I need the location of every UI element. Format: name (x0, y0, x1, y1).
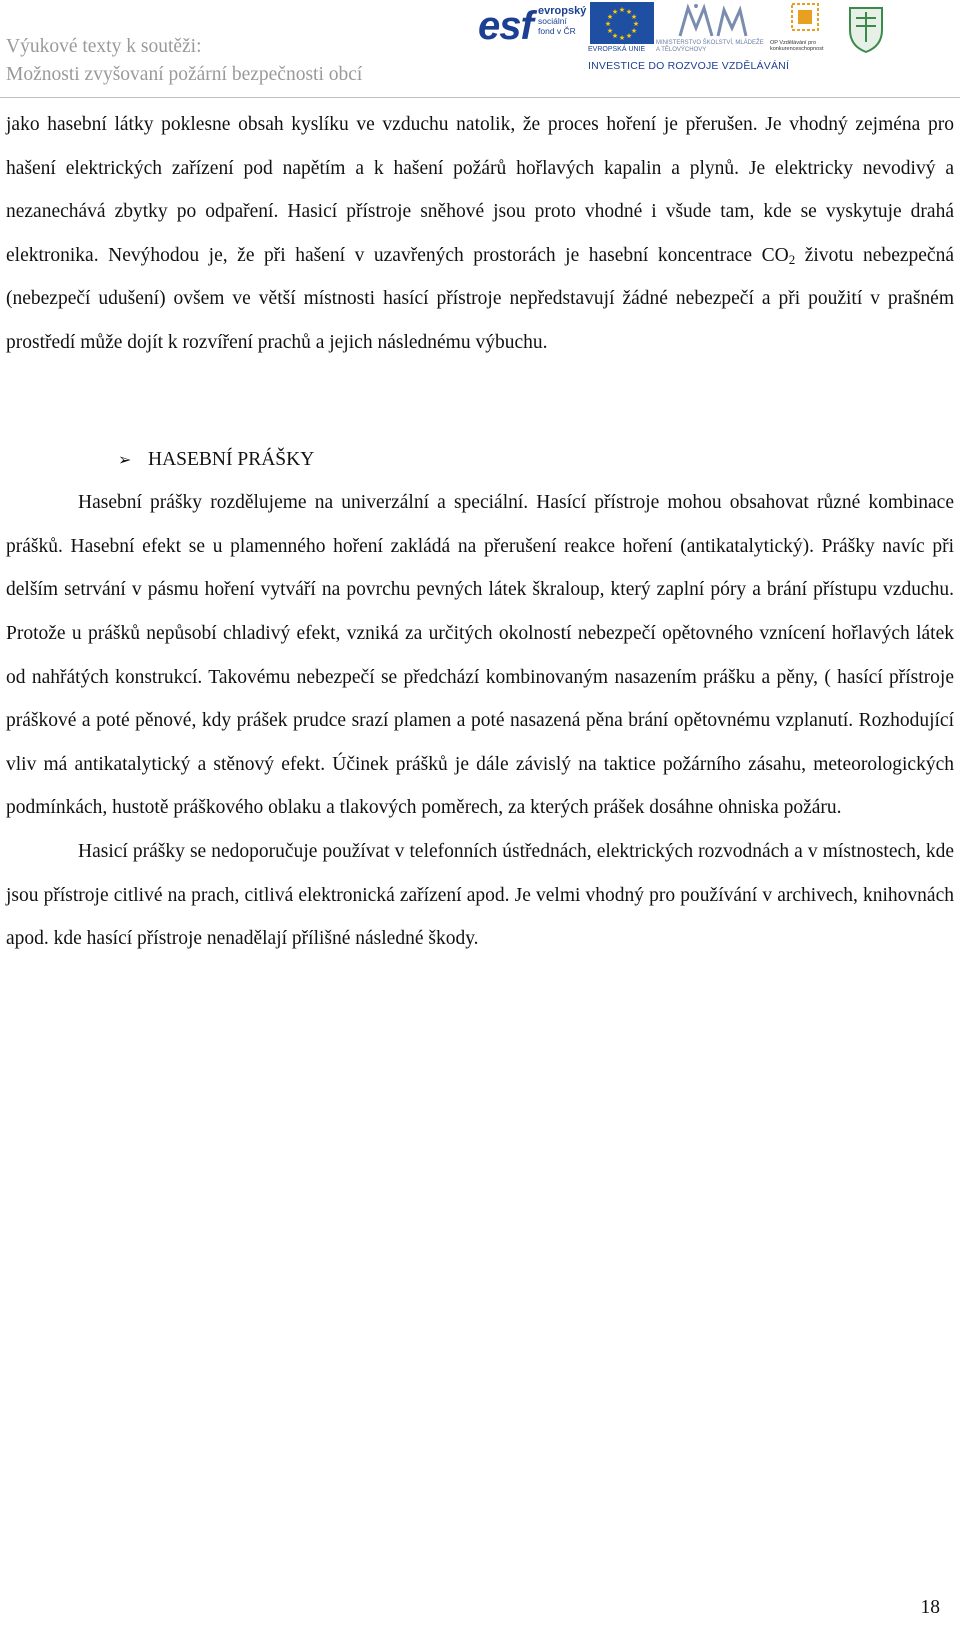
svg-text:★: ★ (606, 13, 614, 21)
svg-text:★: ★ (625, 8, 633, 16)
document-body (6, 103, 954, 961)
paragraph-co2 (6, 103, 954, 365)
paragraph-powders-usage: Hasicí prášky se nedoporučuje používat v telefonních ústřednách, elektrických rozvodnách a v místnostech, kde jsou přístroje citlivé na prach, citlivá elektronická zařízení apod. Je velmi vhodný pro používání v archivech, knihovnách apod. kde hasící přístroje nenadělají přílišné následné škody. (6, 840, 954, 950)
svg-text:★: ★ (606, 27, 614, 35)
esf-line3: fond v ČR (538, 26, 576, 36)
svg-text:★: ★ (618, 34, 626, 42)
header-title-line1: Výukové texty k soutěži: (6, 36, 202, 57)
paragraph-co2-text-b: životu nebezpečná (nebezpečí udušení) ovšem ve větší místnosti hasící přístroje nepředstavují žádné nebezpečí a při použití v prašném prostředí může dojít k rozvíření prachů a jejich následnému výbuchu. (6, 244, 954, 353)
paragraph-co2-text-a: jako hasební látky poklesne obsah kyslíku ve vzduchu natolik, že proces hoření je přerušen. Je vhodný zejména pro hašení elektrických zařízení pod napětím a k hašení požárů hořlavých kapalin a plynů. Je elektricky nevodivý a nezanechává zbytky po odpaření. Hasicí přístroje sněhové jsou proto vhodné i všude tam, kde se vyskytuje drahá elektronika. Nevýhodou je, že při hašení v uzavřených prostorách je hasební koncentrace CO (6, 114, 954, 266)
header-title-line2: Možnosti zvyšovaní požární bezpečnosti obcí (6, 64, 363, 85)
co2-subscript: 2 (788, 251, 796, 267)
page-number: 18 (920, 1597, 940, 1618)
esf-logo: esf (478, 4, 533, 48)
header-title (6, 33, 362, 89)
investice-tagline: INVESTICE DO ROZVOJE VZDĚLÁVÁNÍ (588, 60, 790, 72)
arrowhead-bullet-icon: ➢ (118, 449, 132, 469)
esf-logo-caption (538, 6, 588, 36)
header-divider (0, 97, 960, 98)
msmt-label: MINISTERSTVO ŠKOLSTVÍ, MLÁDEŽE A TĚLOVÝCHOVY (656, 40, 764, 53)
svg-text:★: ★ (630, 13, 638, 21)
svg-text:★: ★ (611, 8, 619, 16)
esf-line2: sociální (538, 16, 567, 26)
svg-text:★: ★ (618, 6, 626, 14)
svg-text:★: ★ (604, 20, 612, 28)
svg-text:★: ★ (630, 27, 638, 35)
paragraph-powders: Hasební prášky rozdělujeme na univerzální a speciální. Hasící přístroje mohou obsahovat různé kombinace prášků. Hasební efekt se u plamenného hoření zakládá na přerušení reakce hoření (antikatalytický). Prášky navíc při delším setrvání v pásmu hoření vytváří na povrchu pevných látek škraloup, který zaplní póry a brání přístupu vzduchu. Protože u prášků nepůsobí chladivý efekt, vzniká za určitých okolností nebezpečí opětovného vznícení hořlavých látek od nahřátých konstrukcí. Takovému nebezpečí se předchází kombinovaným nasazením prášku a pěny, ( hasící přístroje práškové a poté pěnové, kdy prášek prudce srazí plamen a poté nasazená pěna brání opětovnému vzplanutí. Rozhodující vliv má antikatalytický a stěnový efekt. Účinek prášků je dále závislý na taktice požárního zásahu, meteorologických podmínkách, hustotě práškového oblaku a tlakových poměrech, za kterých prášek dosáhne ohniska požáru. (6, 492, 954, 819)
page-header (0, 0, 960, 88)
svg-text:★: ★ (632, 20, 640, 28)
op-label: OP Vzdělávání pro konkurenceschopnost (770, 40, 824, 52)
esf-line1: evropský (538, 5, 587, 17)
section-heading (118, 438, 954, 482)
section-heading-block (6, 438, 954, 482)
school-crest-icon (844, 2, 888, 54)
eu-label: EVROPSKÁ UNIE (588, 46, 646, 53)
sponsor-logos (478, 0, 898, 80)
section-heading-text: HASEBNÍ PRÁŠKY (148, 448, 315, 470)
svg-text:★: ★ (625, 32, 633, 40)
svg-text:★: ★ (611, 32, 619, 40)
eu-flag-icon (590, 2, 654, 44)
